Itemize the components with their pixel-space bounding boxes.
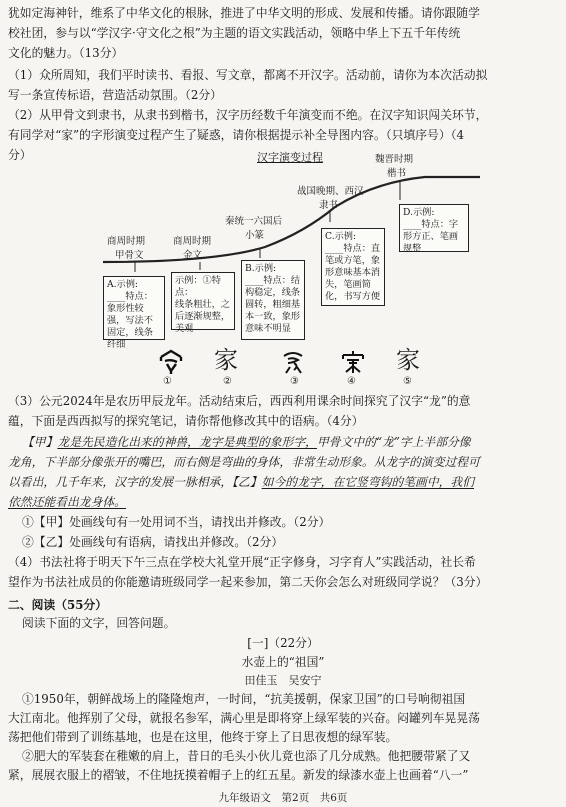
box-bronze-body: 线条粗壮，之后逐渐规整，美观 [175,299,231,334]
note-label-jia: 【甲】 [22,435,58,449]
box-oracle-head: A.示例: [107,279,139,290]
intro-line-3: 文化的魅力。（13分） [8,46,124,60]
q3-line-2: 蕴，下面是西西拟写的探究笔记，请你帮他修改其中的语病。（4分） [8,414,364,428]
glyph-number-1: ① [163,376,172,387]
glyph-number-4: ④ [347,376,356,387]
intro-line-1: 犹如定海神针，维系了中华文化的根脉，推进了中华文明的形成、发展和传播。请你跟随学 [8,6,480,20]
reading-authors: 田佳玉 吴安宁 [244,674,322,687]
q3-sub-1: ①【甲】处画线句有一处用词不当，请找出并修改。（2分） [22,515,331,529]
note-line-1-rest: 甲骨文中的“龙”字上半部分像 [316,435,471,449]
jia-seal-glyph [280,349,306,375]
q4-line-2: 望作为书法社成员的你能邀请班级同学一起来参加，第二天你会怎么对班级同学说？（3分） [8,575,488,589]
stage-2-script: 金文 [183,250,203,261]
intro-line-2: 校社团，参与以“学汉字·守文化之根”为主题的语文实践活动，领略中华上下五千年传统 [8,26,461,40]
q1-line-2: 写一条宣传标语，营造活动氛围。（2分） [8,88,222,102]
q3-note-line-3 [8,473,560,492]
jia-bronze-glyph: 家 [214,346,238,374]
note-underline-jia: 龙是先民造化出来的神兽，龙字是典型的象形字， [57,435,317,449]
para-1-line-2: 大江南北。他挥别了父母，就报名参军，满心里是即将穿上绿军装的兴奋。闷罐列车晃晃荡 [8,711,480,725]
note-line-3-start: 以看出，几千年来，汉字的发展一脉相承， [8,475,233,489]
glyph-number-3: ③ [290,376,299,387]
evolution-diagram [95,152,485,348]
box-bronze-head: 示例：①特点： [175,275,221,298]
box-clerical [321,228,385,306]
stage-5-period: 魏晋时期 [375,154,414,165]
stage-5-script: 楷书 [387,168,407,179]
glyph-number-2: ② [223,376,232,387]
reading-instruction: 阅读下面的文字，回答问题。 [22,616,176,630]
box-seal-head: B.示例: [245,263,277,274]
stage-4-period: 战国晚期、西汉 [297,186,364,197]
box-regular-body: ____特点：字形方正、笔画规整 [403,219,459,254]
box-seal-body: ____特点：结构稳定，线条圆转，粗细基本一致，象形意味不明显 [245,275,301,334]
jia-oracle-glyph [158,349,184,375]
box-regular [399,204,469,252]
para-2-line-2: 紧，展展衣服上的褶皱，不住地抚摸着帽子上的红五星。新发的绿漆水壶上也画着“八一” [8,768,469,782]
q2-line-3: 分） [8,148,32,162]
reading-section-heading: 二、阅读（55分） [8,598,107,612]
q3-line-1: （3）公元2024年是农历甲辰龙年。活动结束后，西西利用课余时间探究了汉字“龙”的意 [8,394,471,408]
diagram-title: 汉字演变过程 [257,151,323,164]
para-1-line-1: ①1950年，朝鲜战场上的隆隆炮声，一时间，“抗美援朝，保家卫国”的口号响彻祖国 [22,692,466,706]
glyph-number-5: ⑤ [403,376,412,387]
reading-title: 水壶上的“祖国” [241,655,325,669]
box-clerical-body: ____特点：直笔或方笔，象形意味基本消失，笔画简化，书写方便 [325,243,381,302]
reading-part: [一]（22分） [247,636,319,650]
jia-clerical-glyph [340,349,366,375]
stage-1-period: 商周时期 [107,236,146,247]
stage-4-script: 隶书 [319,200,339,211]
note-underline-yi: 如今的龙字，在它竖弯钩的笔画中，我们 [261,475,475,489]
stage-2-period: 商周时期 [173,236,212,247]
box-regular-head: D.示例: [403,207,435,218]
q2-line-2: 有同学对“家”的字形演变过程产生了疑惑，请你根据提示补全导图内容。（只填序号）（4 [8,128,465,142]
box-oracle-body: ____特点：象形性较强，写法不固定，线条纤细 [107,291,153,350]
stage-3-period: 秦统一六国后 [225,216,283,227]
jia-regular-glyph: 家 [396,346,420,374]
box-oracle [103,276,165,350]
box-clerical-head: C.示例: [325,231,357,242]
q3-note-line-4: 依然还能看出龙身体。 [8,495,126,509]
box-seal [241,260,305,340]
q3-sub-2: ②【乙】处画线句有语病，请找出并修改。（2分） [22,535,284,549]
q3-note-line-2: 龙角，下半部分像张开的嘴巴，而右侧是弯曲的身体，非常生动形象。从龙字的演变过程可 [8,455,480,469]
q3-note-line-1 [22,433,566,452]
page-footer: 九年级语文 第2页 共6页 [218,792,348,804]
para-1-line-3: 荡把他们带到了训练基地，也是在这里，他终于穿上了日思夜想的绿军装。 [8,730,398,744]
q4-line-1: （4）书法社将于明天下午三点在学校大礼堂开展“正字修身，习字育人”实践活动，社长希 [8,555,476,569]
q2-line-1: （2）从甲骨文到隶书，从隶书到楷书，汉字历经数千年演变而不绝。在汉字知识闯关环节， [8,108,488,122]
para-2-line-1: ②肥大的军装套在稚嫩的肩上，昔日的毛头小伙儿竟也添了几分成熟。他把腰带紧了又 [22,749,471,763]
note-label-yi: 【乙】 [232,475,262,489]
box-bronze [171,272,235,334]
q1-line-1: （1）众所周知，我们平时读书、看报、写文章，都离不开汉字。活动前，请你为本次活动拟 [8,68,488,82]
stage-1-script: 甲骨文 [115,250,144,261]
stage-3-script: 小篆 [245,230,265,241]
jia-glyph-row [150,347,430,375]
